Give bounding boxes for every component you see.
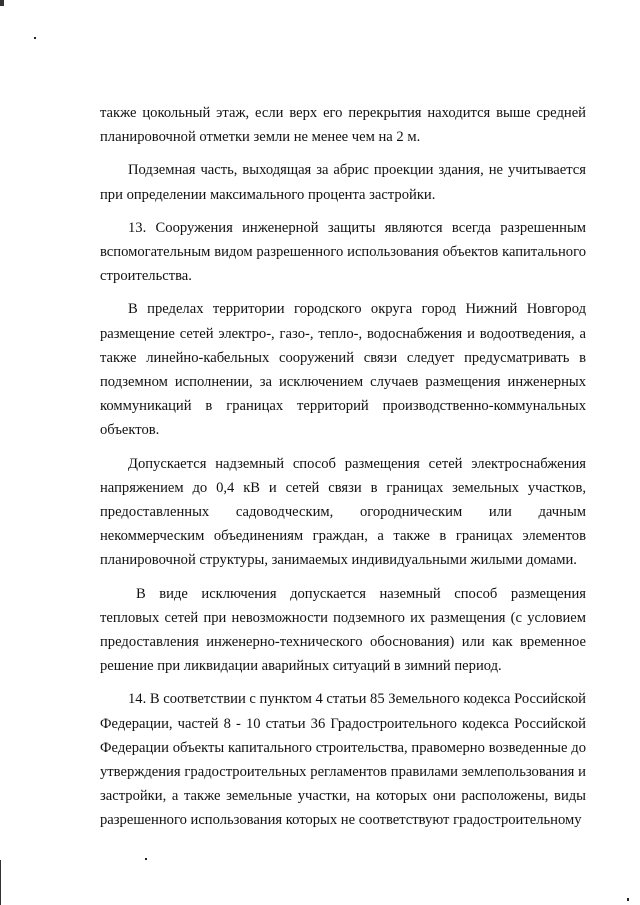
paragraph-item-14: 14. В соответствии с пунктом 4 статьи 85 Земельного кодекса Российской Федерации, частей 8 - 10 статьи 36 Градостроительного кодекса Российской Федерации объекты капитального строительства, правомерно возведенные до утверждения градостроительных регламентов правилами землепользования и застройки, а также земельные участки, на которых они расположены, виды разрешенного использования которых не соответствуют градостроительному: [100, 691, 586, 829]
scan-speck-top-left: [34, 37, 36, 39]
paragraph-continuation: также цокольный этаж, если верх его перекрытия находится выше средней планировочной отметки земли не менее чем на 2 м.: [100, 105, 586, 146]
paragraph-utility-networks: В пределах территории городского округа город Нижний Новгород размещение сетей электро-, газо-, тепло-, водоснабжения и водоотведения, а также линейно-кабельных сооружений связи следует предусматривать в подземном исполнении, за исключением случаев размещения инженерных коммуникаций в границах территорий производственно-коммунальных объектов.: [100, 301, 586, 439]
paragraph-item-13: 13. Сооружения инженерной защиты являются всегда разрешенным вспомогательным видом разрешенного использования объектов капитального строительства.: [100, 219, 586, 285]
document-body: [100, 101, 586, 833]
paragraph-underground-part: Подземная часть, выходящая за абрис проекции здания, не учитывается при определении максимального процента застройки.: [100, 162, 586, 203]
paragraph-overhead-networks: Допускается надземный способ размещения сетей электроснабжения напряжением до 0,4 кВ и сетей связи в границах земельных участков, предоставленных садоводческим, огородническим или дачным некоммерческим объединениям граждан, а также в границах элементов планировочной структуры, занимаемых индивидуальными жилыми домами.: [100, 455, 586, 569]
scan-speck-bottom-left: [145, 858, 147, 860]
scan-speck-bottom-right: [627, 898, 629, 901]
scan-edge-line-bottom-left: [0, 860, 1, 905]
scan-edge-mark-top-left: [0, 0, 4, 6]
paragraph-heating-exception: В виде исключения допускается наземный способ размещения тепловых сетей при невозможности подземного их размещения (с условием предоставления инженерно-технического обоснования) или как временное решение при ликвидации аварийных ситуаций в зимний период.: [100, 585, 586, 675]
